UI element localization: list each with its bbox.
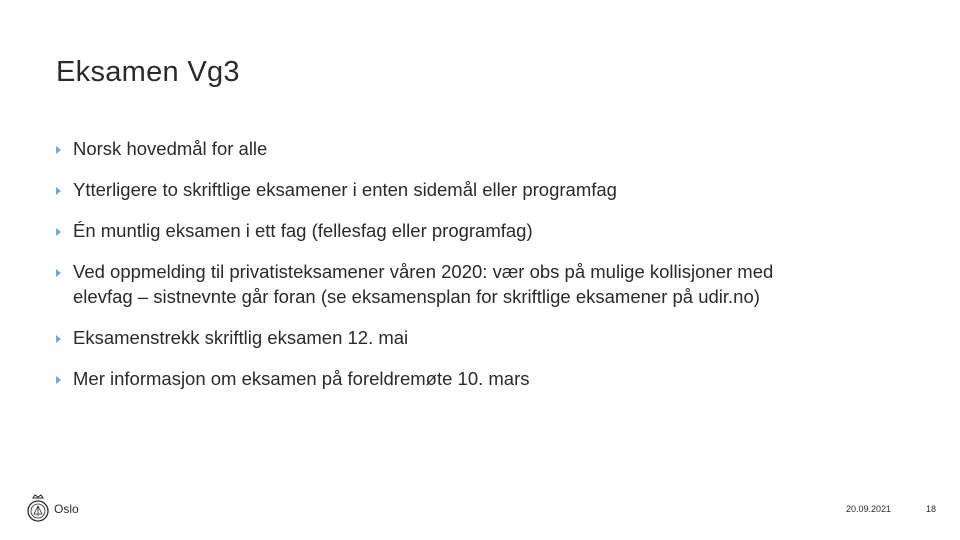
- logo-text: Oslo: [54, 502, 79, 516]
- bullet-item: [56, 218, 776, 243]
- oslo-city-seal-icon: [26, 494, 50, 524]
- footer-date: 20.09.2021: [846, 504, 892, 514]
- bullet-text: Norsk hovedmål for alle: [73, 138, 268, 159]
- bullet-text: Ved oppmelding til privatisteksamener våren 2020: vær obs på mulige kollisjoner med elevfag – sistnevnte går foran (se eksamensplan for skriftlige eksamener på udir.no): [73, 261, 774, 307]
- bullet-arrow-icon: [56, 228, 61, 236]
- bullet-item: [56, 177, 776, 202]
- bullet-text: Ytterligere to skriftlige eksamener i enten sidemål eller programfag: [73, 179, 617, 200]
- bullet-text: Eksamenstrekk skriftlig eksamen 12. mai: [73, 327, 409, 348]
- bullet-item: [56, 366, 776, 391]
- bullet-arrow-icon: [56, 146, 61, 154]
- page-number: 18: [926, 504, 937, 514]
- bullet-arrow-icon: [56, 376, 61, 384]
- oslo-logo: [26, 494, 79, 524]
- bullet-text: Mer informasjon om eksamen på foreldremøte 10. mars: [73, 368, 530, 389]
- bullet-text: Én muntlig eksamen i ett fag (fellesfag eller programfag): [73, 220, 533, 241]
- bullet-arrow-icon: [56, 269, 61, 277]
- bullet-item: [56, 259, 776, 309]
- bullet-item: [56, 325, 776, 350]
- bullet-arrow-icon: [56, 187, 61, 195]
- bullet-arrow-icon: [56, 335, 61, 343]
- bullet-item: [56, 136, 776, 161]
- slide-title: Eksamen Vg3: [56, 56, 240, 88]
- bullet-list: [56, 136, 776, 407]
